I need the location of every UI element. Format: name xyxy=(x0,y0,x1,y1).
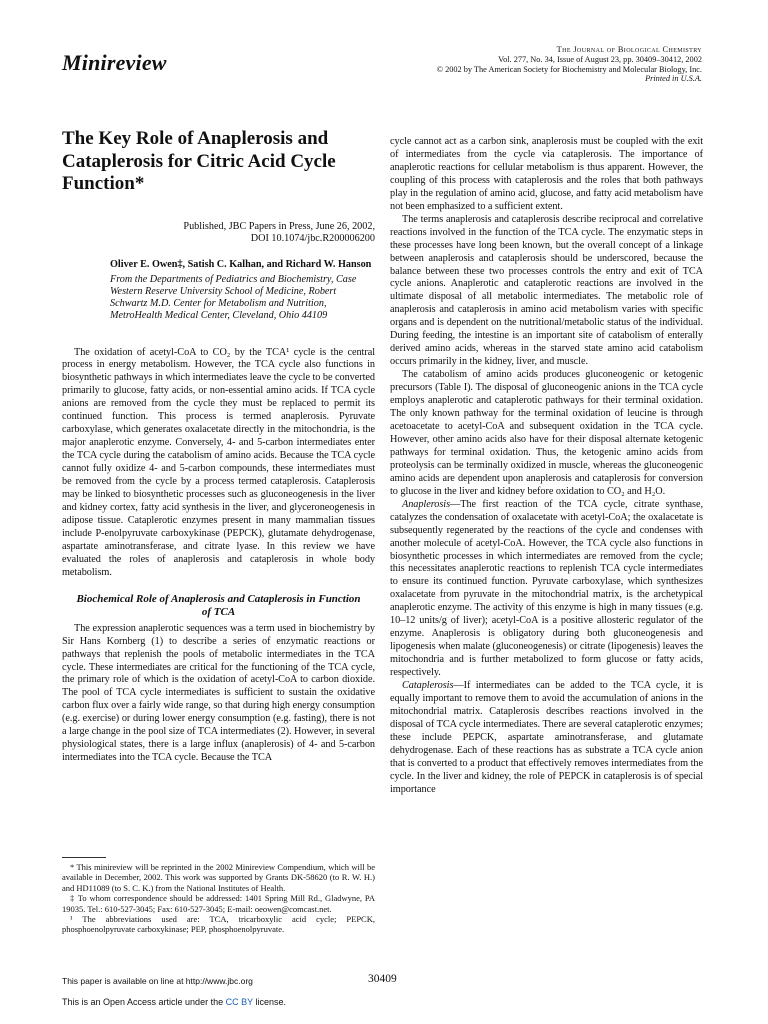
availability-note: This paper is available on line at http://www.jbc.org xyxy=(62,976,253,986)
doi[interactable]: DOI 10.1074/jbc.R200006200 xyxy=(250,232,375,244)
publication-info xyxy=(62,221,375,245)
brand-title: Minireview xyxy=(62,50,167,75)
authors: Oliver E. Owen‡, Satish C. Kalhan, and Richard W. Hanson xyxy=(110,258,372,270)
journal-header xyxy=(302,45,702,84)
footnotes xyxy=(62,862,375,935)
body-paragraph: cycle cannot act as a carbon sink, anaplerosis must be coupled with the exit of intermediates from the cycle via cataplerosis. The importance of anaplerotic reactions for cellular metabolism is thus apparent. However, the coupling of this process with cataplerosis and the roles that both pathways play in the regulation of amino acid, glucose, and fatty acid metabolism have not been emphasized to a sufficient extent. xyxy=(390,136,703,212)
paragraph-text: —The first reaction of the TCA cycle, citrate synthase, catalyzes the condensation of oxalacetate with acetyl-CoA; the oxalacetate is subsequently regenerated by the reactions of the cycle and condenses with another molecule of acetyl-CoA. However, the TCA cycle also functions in biosynthetic processes in which intermediates are removed from the cycle; this necessitates anaplerotic reactions to replenish TCA cycle intermediates to ensure its continued function. Pyruvate carboxylase, which synthesizes oxalacetate from pyruvate in the mitochondrial matrix, is the archetypical anaplerotic enzyme. The activity of this enzyme is high in many tissues (e.g. 10–12 units/g of liver); acetyl-CoA is a positive allosteric regulator of the enzyme. Anaplerosis is obligatory during both gluconeogenesis and lipogenesis when malate (gluconeogenesis) or citrate (lipogenesis) leaves the mitochondria and is further metabolized to form glucose or fatty acids, respectively. xyxy=(390,498,703,679)
cataplerosis-paragraph xyxy=(390,680,703,797)
page-number: 30409 xyxy=(368,973,397,985)
left-column xyxy=(62,120,375,765)
open-access-note xyxy=(62,997,286,1007)
right-column xyxy=(390,136,703,797)
body-paragraph: The catabolism of amino acids produces gluconeogenic or ketogenic precursors (Table I). The disposal of gluconeogenic anions in the TCA cycle employs anaplerotic and cataplerotic pathways for their terminal oxidation. The only known pathway for the terminal oxidation of leucine is through acetoacetate to acetyl-CoA and subsequent oxidation in the TCA cycle. However, other amino acids also have for their disposal alternate ketogenic pathways for terminal oxidation. Thus, the ketogenic amino acids from proteolysis can be terminally oxidized in muscle, whereas the gluconeogenic amino acids are dependent upon anaplerosis and cataplerosis for conversion to glucose in the liver and kidney before oxidation to CO₂ and H₂O. xyxy=(390,369,703,497)
journal-copyright: © 2002 by The American Society for Biochemistry and Molecular Biology, Inc. xyxy=(436,64,702,74)
paragraph-text: —If intermediates can be added to the TCA cycle, it is equally important to remove them to avoid the accumulation of anions in the mitochondrial matrix. Cataplerosis describes reactions involved in the disposal of TCA cycle intermediates. There are several cataplerotic enzymes; these include PEPCK, aspartate aminotransferase, and glutamate dehydrogenase. Each of these reactions has as substrate a TCA cycle anion that is converted to a product that effectively removes intermediates from the cycle. In the liver and kidney, the role of PEPCK in cataplerosis is of special importance xyxy=(390,680,703,795)
journal-volume: Vol. 277, No. 34, Issue of August 23, pp. 30409–30412, 2002 xyxy=(498,54,702,64)
open-access-suffix: license. xyxy=(255,997,286,1007)
journal-name: The Journal of Biological Chemistry xyxy=(556,45,702,54)
run-in-heading: Cataplerosis xyxy=(402,680,454,692)
published-date: Published, JBC Papers in Press, June 26, 2002, xyxy=(183,220,375,232)
body-paragraph: The expression anaplerotic sequences was a term used in biochemistry by Sir Hans Kornberg (1) to describe a series of enzymatic reactions or pathways that replenish the pools of metabolic intermediates in the TCA cycle. These intermediates are critical for the functioning of the TCA cycle, the primary role of which is the oxidation of acetyl-CoA to carbon dioxide. The pool of TCA cycle intermediates is sufficient to sustain the oxidative carbon flux over a fairly wide range, so that during high energy consumption (e.g. exercise) or during lower energy consumption (e.g. fasting), there is not a large change in the pool size of TCA intermediates (2). However, in several physiological states, there is a large influx (anaplerosis) of 4- and 5-carbon intermediates into the TCA cycle. Because the TCA xyxy=(62,622,375,764)
footnote-funding: * This minireview will be reprinted in the 2002 Minireview Compendium, which will be available in December, 2002. This work was supported by Grants DK-58620 (to R. W. H.) and HD11089 (to S. C. K.) from the National Institutes of Health. xyxy=(62,862,375,893)
run-in-heading: Anaplerosis xyxy=(402,498,451,510)
cc-by-link[interactable]: CC BY xyxy=(225,997,253,1007)
footnote-abbreviations: ¹ The abbreviations used are: TCA, tricarboxylic acid cycle; PEPCK, phosphoenolpyruvate carboxykinase; PEP, phosphoenolpyruvate. xyxy=(62,914,375,935)
affiliation: From the Departments of Pediatrics and Biochemistry, Case Western Reserve University School of Medicine, Robert Schwartz M.D. Center for Metabolism and Nutrition, MetroHealth Medical Center, Cleveland, Ohio 44109 xyxy=(110,273,357,321)
article-title: The Key Role of Anaplerosis and Cataplerosis for Citric Acid Cycle Function* xyxy=(62,128,336,194)
journal-printed: Printed in U.S.A. xyxy=(645,74,702,84)
body-paragraph: The terms anaplerosis and cataplerosis describe reciprocal and correlative reactions involved in the function of the TCA cycle. The enzymatic steps in these processes have long been known, but the overall concept of a linkage between anaplerosis and cataplerosis should be underscored, because the balance between these two processes controls the entry and exit of TCA cycle anions. Anaplerotic and cataplerotic reactions are involved in the ultimate disposal of all metabolic intermediates. The metabolic role of anaplerosis and cataplerosis in amino acid metabolism varies with specific organs and is dependent on the nutritional/metabolic status of the individual. During feeding, the intestine is an important site of catabolism of enterally derived amino acids, whereas in the starved state amino acid catabolism occurs primarily in the kidney, liver, and muscle. xyxy=(390,213,703,368)
footnote-divider xyxy=(62,857,106,858)
footnote-correspondence: ‡ To whom correspondence should be addressed: 1401 Spring Mill Rd., Gladwyne, PA 19035. Tel.: 610-527-3045; Fax: 610-527-3045; E-mail: oeowen@comcast.net. xyxy=(62,893,375,914)
open-access-prefix: This is an Open Access article under the xyxy=(62,997,224,1007)
anaplerosis-paragraph xyxy=(390,499,703,680)
section-heading: Biochemical Role of Anaplerosis and Cataplerosis in Function of TCA xyxy=(76,592,361,618)
intro-paragraph: The oxidation of acetyl-CoA to CO₂ by the TCA¹ cycle is the central process in energy metabolism. However, the TCA cycle also functions in biosynthetic pathways in which intermediates leave the cycle to be converted primarily to glucose, fatty acids, or non-essential amino acids. If TCA cycle anions are removed from the cycle they must be replaced to permit its continued function. This process is termed anaplerosis. Pyruvate carboxylase, which generates oxalacetate directly in the mitochondria, is the major anaplerotic enzyme. Conversely, 4- and 5-carbon intermediates enter the TCA cycle during the catabolism of amino acids. Because the TCA cycle cannot fully oxidize 4- and 5-carbon compounds, these intermediates must be removed from the cycle by a process termed cataplerosis. Cataplerosis may be linked to biosynthetic processes such as gluconeogenesis in the liver and kidney cortex, fatty acid synthesis in the liver, and glyceroneogenesis in adipose tissue. Cataplerotic enzymes present in many mammalian tissues include P-enolpyruvate carboxykinase (PEPCK), glutamate dehydrogenase, aspartate aminotransferase, and citrate lyase. In this review we have evaluated the roles of anaplerosis and cataplerosis in whole body metabolism. xyxy=(62,346,375,578)
